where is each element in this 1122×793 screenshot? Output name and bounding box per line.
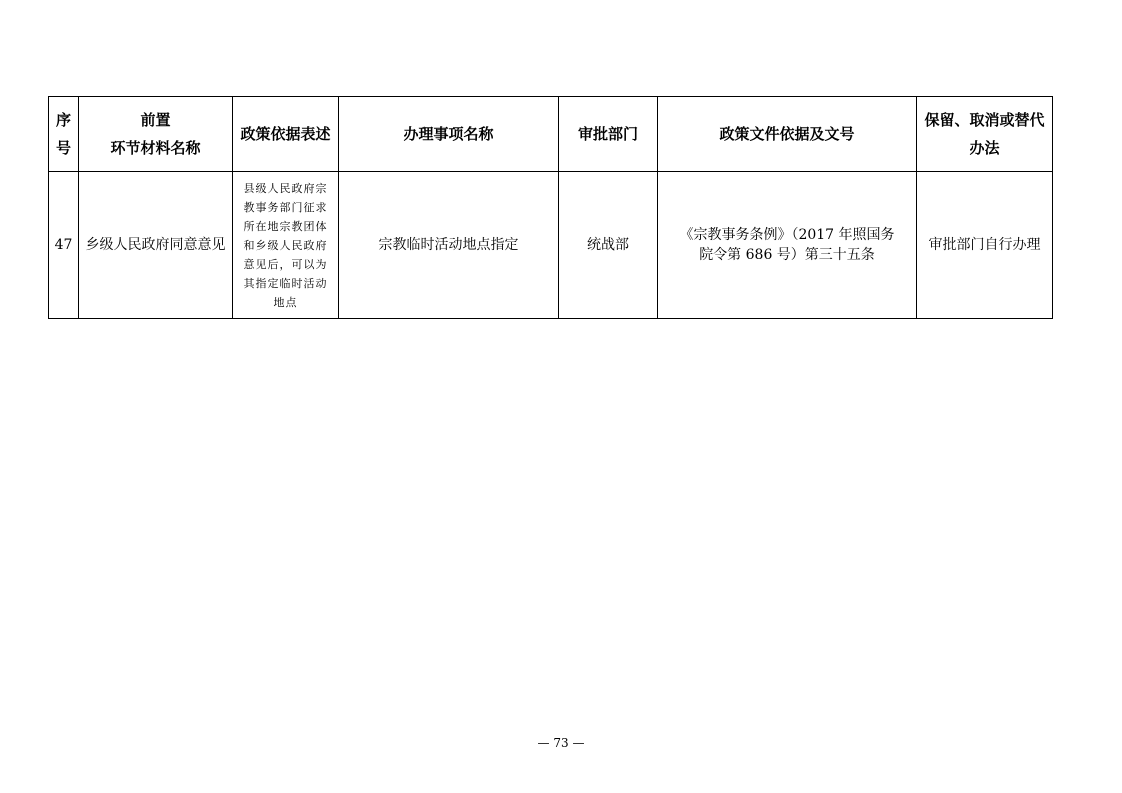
header-number: 序 号: [49, 97, 79, 172]
cell-item-name: 宗教临时活动地点指定: [339, 172, 559, 319]
header-policy-basis: 政策依据表述: [233, 97, 339, 172]
policy-table: [48, 96, 1053, 319]
cell-department: 统战部: [559, 172, 658, 319]
header-item-name: 办理事项名称: [339, 97, 559, 172]
header-department: 审批部门: [559, 97, 658, 172]
cell-policy-basis: 县级人民政府宗 教事务部门征求 所在地宗教团体 和乡级人民政府 意见后，可以为 其指定临时活动 地点: [233, 172, 339, 319]
cell-number: 47: [49, 172, 79, 319]
page-number: — 73 —: [537, 736, 585, 750]
header-material: 前置 环节材料名称: [79, 97, 233, 172]
cell-method: 审批部门自行办理: [917, 172, 1053, 319]
cell-policy-document: 《宗教事务条例》（2017 年照国务 院令第 686 号）第三十五条: [658, 172, 917, 319]
header-row: [49, 97, 1053, 172]
header-policy-document: 政策文件依据及文号: [658, 97, 917, 172]
table-row: [49, 172, 1053, 319]
cell-material: 乡级人民政府同意意见: [79, 172, 233, 319]
header-method: 保留、取消或替代 办法: [917, 97, 1053, 172]
